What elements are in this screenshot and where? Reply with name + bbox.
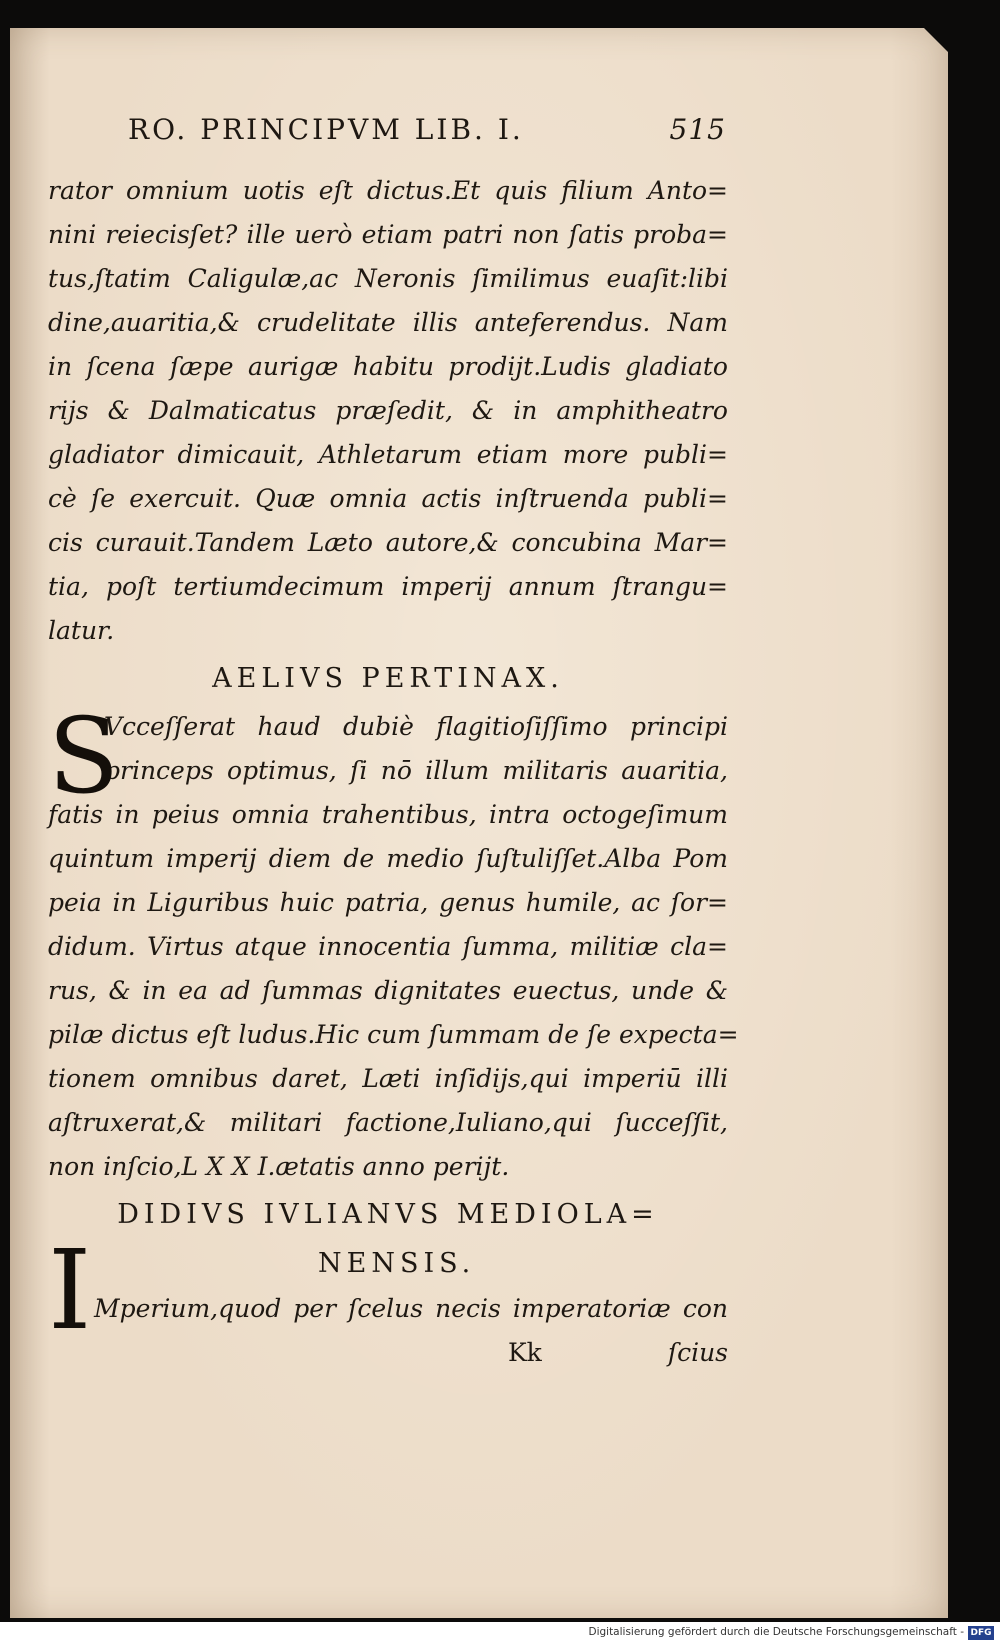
text-line: gladiator dimicauit, Athletarum etiam more publi= — [48, 440, 728, 469]
text-line: Mperium,quod per ſcelus necis imperatoriæ con — [94, 1294, 728, 1323]
commodus-paragraph — [48, 169, 728, 653]
text-line: non inſcio,L X X I.ætatis anno perijt. — [48, 1152, 510, 1181]
catchword: ſcius — [667, 1338, 728, 1367]
text-line: nini reiecisſet? ille uerò etiam patri non ſatis proba= — [48, 220, 728, 249]
drop-cap-initial: S — [48, 695, 120, 817]
funding-credit: Digitalisierung gefördert durch die Deutsche Forschungsgemeinschaft - — [588, 1626, 964, 1638]
julianus-paragraph — [48, 1226, 728, 1375]
text-line: dine,auaritia,& crudelitate illis anteferendus. Nam — [48, 308, 728, 337]
section-heading-julianus: DIDIVS IVLIANVS MEDIOLA= — [117, 1199, 659, 1230]
text-line: cè ſe exercuit. Quæ omnia actis inſtruenda publi= — [48, 484, 728, 513]
text-block — [48, 113, 739, 1375]
text-line: peia in Liguribus huic patria, genus humile, ac ſor= — [48, 888, 728, 917]
signature-line — [48, 1331, 728, 1375]
running-head-title: RO. PRINCIPVM LIB. I. — [128, 113, 524, 146]
running-head — [48, 113, 728, 169]
text-line: tionem omnibus daret, Læti inſidijs,qui imperiū illi — [48, 1064, 728, 1093]
text-line: in ſcena ſæpe aurigæ habitu prodijt.Ludis gladiato — [48, 352, 728, 381]
text-line: Vcceſſerat haud dubiè flagitioſiſſimo principi — [104, 712, 728, 741]
digitization-footer — [0, 1622, 1000, 1645]
text-line: latur. — [48, 616, 115, 645]
text-line: didum. Virtus atque innocentia ſumma, militiæ cla= — [48, 932, 728, 961]
text-line: quintum imperij diem de medio ſuſtuliſſet.Alba Pom — [48, 844, 728, 873]
text-line: rator omnium uotis eſt dictus.Et quis filium Anto= — [48, 176, 728, 205]
signature-mark: Kk — [508, 1338, 542, 1367]
dfg-logo-icon: DFG — [968, 1626, 994, 1640]
page-number: 515 — [669, 113, 726, 146]
text-line: tus,ſtatim Caligulæ,ac Neronis ſimilimus euaſit:libi — [48, 264, 728, 293]
section-heading-julianus-continued: NENSIS. — [318, 1248, 476, 1279]
text-line: aſtruxerat,& militari factione,Iuliano,qui ſucceſſit, — [48, 1108, 728, 1137]
drop-cap-initial: I — [48, 1226, 92, 1354]
section-heading-pertinax: AELIVS PERTINAX. — [212, 663, 564, 694]
book-page — [10, 28, 948, 1618]
text-line: princeps optimus, ſi nō illum militaris auaritia, — [104, 756, 728, 785]
text-line: rijs & Dalmaticatus præſedit, & in amphitheatro — [48, 396, 728, 425]
text-line: tia, poſt tertiumdecimum imperij annum ſtrangu= — [48, 572, 728, 601]
torn-page-corner — [924, 28, 950, 54]
text-line: cis curauit.Tandem Læto autore,& concubina Mar= — [48, 528, 728, 557]
pertinax-paragraph — [48, 695, 739, 1189]
text-line: pilæ dictus eſt ludus.Hic cum ſummam de ſe expecta= — [48, 1020, 739, 1049]
text-line: rus, & in ea ad ſummas dignitates euectus, unde & — [48, 976, 728, 1005]
text-line: fatis in peius omnia trahentibus, intra octogeſimum — [48, 800, 728, 829]
